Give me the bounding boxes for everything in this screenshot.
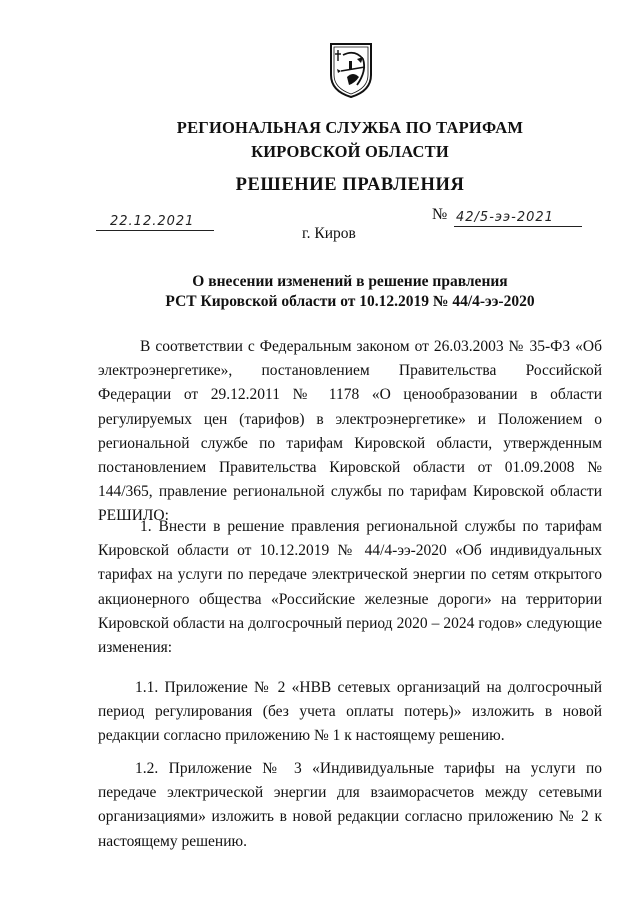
subject-line1: О внесении изменений в решение правления (192, 273, 508, 290)
agency-name-line1: РЕГИОНАЛЬНАЯ СЛУЖБА ПО ТАРИФАМ (176, 118, 524, 137)
handwritten-number: 42/5-ээ-2021 (456, 210, 554, 225)
clause-1-2-paragraph: 1.2. Приложение № 3 «Индивидуальные тарифы на услуги по передаче электрической энергии для взаиморасчетов между сетевыми организациями» изложить в новой редакции согласно приложению № 2 к настоящему решению. (98, 760, 602, 850)
document-subject (60, 272, 640, 312)
subject-line2: РСТ Кировской области от 10.12.2019 № 44/4-ээ-2020 (165, 293, 535, 310)
clause-1-paragraph: 1. Внести в решение правления региональной службы по тарифам Кировской области от 10.12.2019 № 44/4-ээ-2020 «Об индивидуальных тарифах на услуги по передаче электрической энергии по сетям открытого акционерного общества «Российские железные дороги» на территории Кировской области на долгосрочный период 2020 – 2024 годов» следующие изменения: (98, 518, 602, 657)
number-field (454, 204, 582, 227)
city-name: г. Киров (302, 225, 356, 242)
clause-1-1-paragraph: 1.1. Приложение № 2 «НВВ сетевых организаций на долгосрочный период регулирования (без учета оплаты потерь)» изложить в новой редакции согласно приложению № 1 к настоящему решению. (98, 679, 602, 745)
number-sign: № (432, 206, 448, 223)
handwritten-date: 22.12.2021 (110, 214, 195, 229)
agency-name (60, 116, 640, 164)
date-field (96, 208, 214, 231)
document-number (432, 204, 592, 228)
document-type: РЕШЕНИЕ ПРАВЛЕНИЯ (235, 175, 465, 195)
agency-name-line2: КИРОВСКОЙ ОБЛАСТИ (251, 142, 449, 161)
preamble-paragraph: В соответствии с Федеральным законом от 26.03.2003 № 35-ФЗ «Об электроэнергетике», постановлением Правительства Российской Федерации от 29.12.2011 № 1178 «О ценообразовании в области регулируемых цен (тарифов) в электроэнергетике» и Положением о региональной службе по тарифам Кировской области, утвержденным постановлением Правительства Кировской области от 01.09.2008 № 144/365, правление региональной службы по тарифам Кировской области РЕШИЛО: (98, 338, 602, 525)
kirov-coat-of-arms-icon (327, 41, 375, 99)
